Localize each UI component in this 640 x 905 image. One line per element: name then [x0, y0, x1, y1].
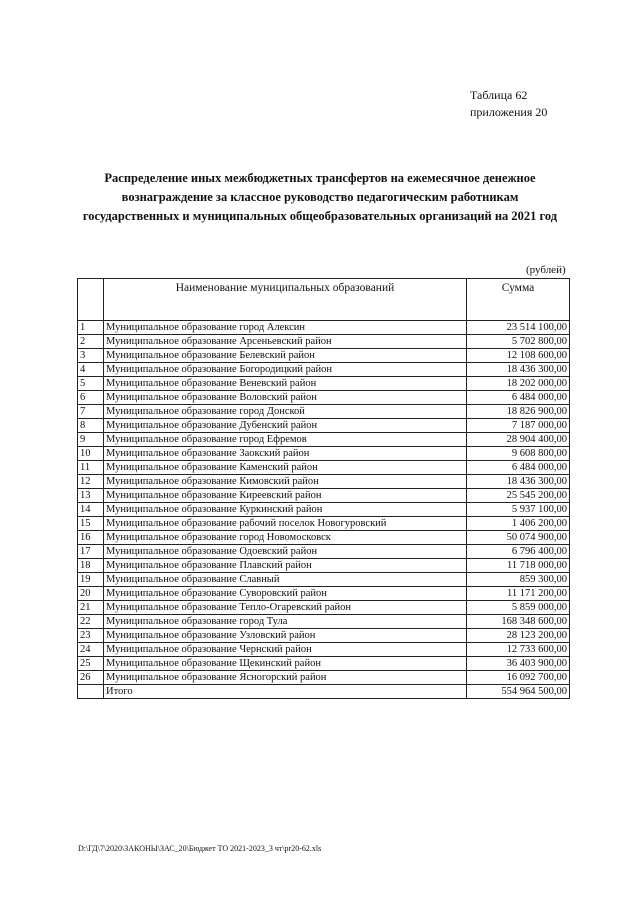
table-row — [78, 391, 570, 405]
units-label: (рублей) — [526, 264, 566, 276]
table-row — [78, 615, 570, 629]
municipality-name: Муниципальное образование Тепло-Огаревский район — [104, 601, 467, 615]
row-number: 17 — [78, 545, 104, 559]
amount: 28 123 200,00 — [467, 629, 570, 643]
table-row — [78, 671, 570, 685]
amount: 1 406 200,00 — [467, 517, 570, 531]
amount: 11 171 200,00 — [467, 587, 570, 601]
municipality-name: Муниципальное образование Киреевский район — [104, 489, 467, 503]
municipality-name: Муниципальное образование Каменский район — [104, 461, 467, 475]
municipality-name: Муниципальное образование Заокский район — [104, 447, 467, 461]
amount: 28 904 400,00 — [467, 433, 570, 447]
row-number: 10 — [78, 447, 104, 461]
amount: 859 300,00 — [467, 573, 570, 587]
title-line-3: государственных и муниципальных общеобразовательных организаций на 2021 год — [82, 209, 558, 223]
table-row — [78, 377, 570, 391]
row-number: 6 — [78, 391, 104, 405]
municipality-name: Муниципальное образование Узловский район — [104, 629, 467, 643]
table-row — [78, 489, 570, 503]
row-number: 16 — [78, 531, 104, 545]
municipality-name: Муниципальное образование Арсеньевский район — [104, 335, 467, 349]
table-row — [78, 517, 570, 531]
amount: 5 859 000,00 — [467, 601, 570, 615]
row-number: 18 — [78, 559, 104, 573]
table-row — [78, 475, 570, 489]
table-row — [78, 447, 570, 461]
municipality-name: Муниципальное образование Белевский район — [104, 349, 467, 363]
municipality-name: Муниципальное образование город Донской — [104, 405, 467, 419]
table-row — [78, 531, 570, 545]
amount: 18 202 000,00 — [467, 377, 570, 391]
row-number: 25 — [78, 657, 104, 671]
amount: 7 187 000,00 — [467, 419, 570, 433]
municipality-name: Муниципальное образование город Алексин — [104, 321, 467, 335]
municipality-name: Муниципальное образование Воловский район — [104, 391, 467, 405]
row-number: 21 — [78, 601, 104, 615]
row-number: 7 — [78, 405, 104, 419]
amount: 6 484 000,00 — [467, 461, 570, 475]
table-row — [78, 601, 570, 615]
row-number: 11 — [78, 461, 104, 475]
title-line-1: Распределение иных межбюджетных трансфертов на ежемесячное денежное — [104, 171, 536, 185]
amount: 9 608 800,00 — [467, 447, 570, 461]
municipality-name: Муниципальное образование Ясногорский район — [104, 671, 467, 685]
table-row — [78, 363, 570, 377]
municipality-name: Муниципальное образование Щекинский район — [104, 657, 467, 671]
table-row — [78, 545, 570, 559]
header-sum-cell: Сумма — [467, 279, 570, 321]
table-row — [78, 405, 570, 419]
amount: 5 702 800,00 — [467, 335, 570, 349]
municipality-name: Муниципальное образование город Новомосковск — [104, 531, 467, 545]
row-number: 24 — [78, 643, 104, 657]
municipality-name: Муниципальное образование Славный — [104, 573, 467, 587]
table-row — [78, 433, 570, 447]
table-row — [78, 461, 570, 475]
amount: 12 108 600,00 — [467, 349, 570, 363]
header-name-cell: Наименование муниципальных образований — [104, 279, 467, 321]
row-number: 2 — [78, 335, 104, 349]
municipality-name: Муниципальное образование Дубенский район — [104, 419, 467, 433]
total-num-cell — [78, 685, 104, 699]
amount: 50 074 900,00 — [467, 531, 570, 545]
title-line-2: вознаграждение за классное руководство педагогическим работникам — [121, 190, 519, 204]
row-number: 23 — [78, 629, 104, 643]
municipality-name: Муниципальное образование Кимовский район — [104, 475, 467, 489]
municipality-name: Муниципальное образование город Тула — [104, 615, 467, 629]
table-row — [78, 643, 570, 657]
row-number: 22 — [78, 615, 104, 629]
table-row — [78, 335, 570, 349]
amount: 6 796 400,00 — [467, 545, 570, 559]
municipality-name: Муниципальное образование Куркинский район — [104, 503, 467, 517]
municipality-name: Муниципальное образование город Ефремов — [104, 433, 467, 447]
row-number: 1 — [78, 321, 104, 335]
table-number: Таблица 62 — [470, 88, 528, 102]
table-row — [78, 503, 570, 517]
table-row — [78, 657, 570, 671]
amount: 16 092 700,00 — [467, 671, 570, 685]
municipality-name: Муниципальное образование Плавский район — [104, 559, 467, 573]
row-number: 3 — [78, 349, 104, 363]
row-number: 26 — [78, 671, 104, 685]
table-row — [78, 419, 570, 433]
row-number: 14 — [78, 503, 104, 517]
row-number: 15 — [78, 517, 104, 531]
municipality-name: Муниципальное образование Богородицкий район — [104, 363, 467, 377]
total-amount: 554 964 500,00 — [467, 685, 570, 699]
table-row — [78, 321, 570, 335]
amount: 36 403 900,00 — [467, 657, 570, 671]
table-row — [78, 559, 570, 573]
row-number: 19 — [78, 573, 104, 587]
amount: 18 826 900,00 — [467, 405, 570, 419]
amount: 23 514 100,00 — [467, 321, 570, 335]
amount: 25 545 200,00 — [467, 489, 570, 503]
municipality-name: Муниципальное образование Одоевский район — [104, 545, 467, 559]
appendix-number: приложения 20 — [470, 105, 548, 119]
table-row — [78, 629, 570, 643]
row-number: 20 — [78, 587, 104, 601]
file-path: D:\ГД\7\2020\ЗАКОНЫ\ЗАС_20\Бюджет ТО 2021-2023_3 чт\pr20-62.xls — [78, 844, 322, 853]
amount: 18 436 300,00 — [467, 363, 570, 377]
table-header-row — [78, 279, 570, 321]
row-number: 5 — [78, 377, 104, 391]
amount: 12 733 600,00 — [467, 643, 570, 657]
distribution-table — [77, 278, 570, 699]
table-row — [78, 349, 570, 363]
amount: 11 718 000,00 — [467, 559, 570, 573]
table-reference — [470, 87, 547, 121]
row-number: 12 — [78, 475, 104, 489]
total-label: Итого — [104, 685, 467, 699]
row-number: 8 — [78, 419, 104, 433]
total-row — [78, 685, 570, 699]
municipality-name: Муниципальное образование Чернский район — [104, 643, 467, 657]
table-row — [78, 587, 570, 601]
amount: 6 484 000,00 — [467, 391, 570, 405]
row-number: 9 — [78, 433, 104, 447]
amount: 168 348 600,00 — [467, 615, 570, 629]
header-num-cell — [78, 279, 104, 321]
municipality-name: Муниципальное образование рабочий поселок Новогуровский — [104, 517, 467, 531]
document-title — [60, 169, 580, 226]
row-number: 13 — [78, 489, 104, 503]
row-number: 4 — [78, 363, 104, 377]
municipality-name: Муниципальное образование Суворовский район — [104, 587, 467, 601]
amount: 5 937 100,00 — [467, 503, 570, 517]
amount: 18 436 300,00 — [467, 475, 570, 489]
municipality-name: Муниципальное образование Веневский район — [104, 377, 467, 391]
table-row — [78, 573, 570, 587]
